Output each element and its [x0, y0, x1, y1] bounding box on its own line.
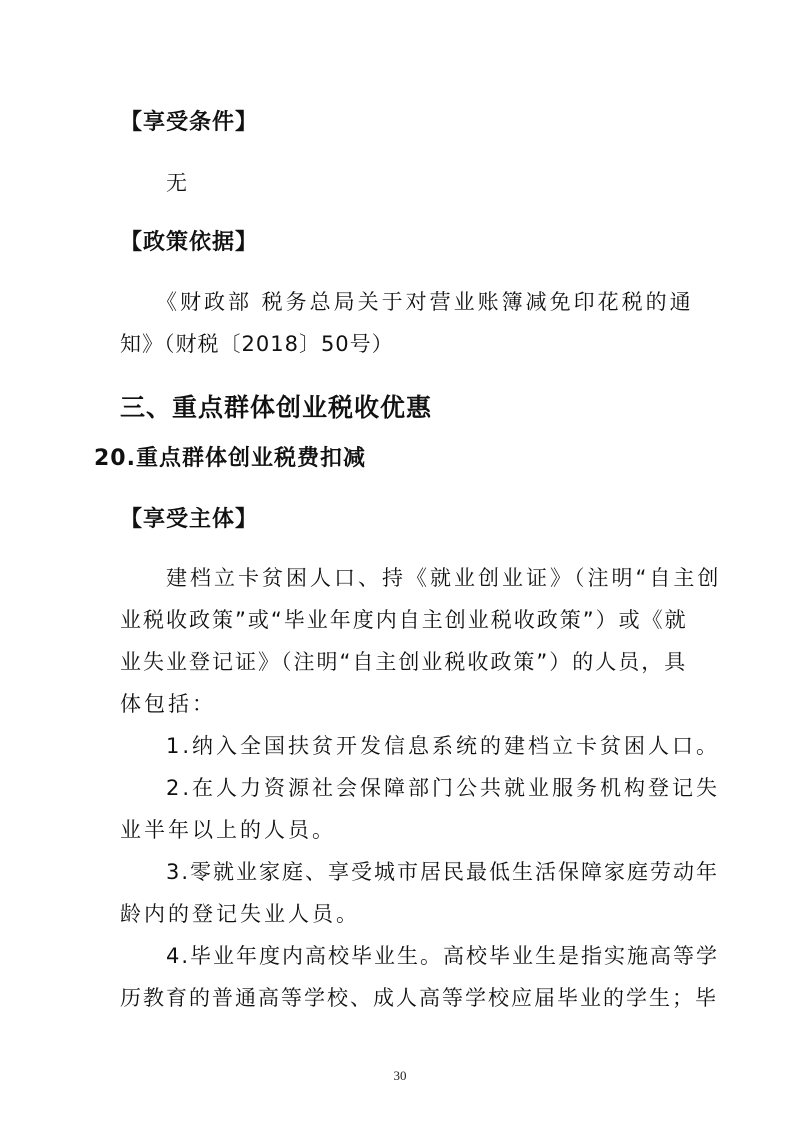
paragraph-list-item-1: 1.纳入全国扶贫开发信息系统的建档立卡贫困人口。 [166, 734, 721, 758]
paragraph-basis-line-1: 《财政部 税务总局关于对营业账簿减免印花税的通 [156, 290, 694, 314]
item-title-20: 20.重点群体创业税费扣减 [94, 446, 366, 471]
heading-policy-basis: 【政策依据】 [120, 230, 259, 255]
page-number: 30 [393, 1068, 407, 1083]
paragraph-subject-line-3: 业失业登记证》（注明“自主创业税收政策”）的人员，具 [120, 650, 688, 674]
paragraph-list-item-3-line-2: 龄内的登记失业人员。 [120, 902, 360, 926]
paragraph-list-item-3-line-1: 3.零就业家庭、享受城市居民最低生活保障家庭劳动年 [166, 860, 720, 884]
heading-enjoy-conditions: 【享受条件】 [120, 110, 259, 135]
paragraph-subject-line-2: 业税收政策”或“毕业年度内自主创业税收政策”）或《就 [120, 608, 688, 632]
paragraph-subject-line-1: 建档立卡贫困人口、持《就业创业证》（注明“自主创 [166, 566, 722, 590]
paragraph-subject-line-4: 体包括： [120, 692, 216, 716]
paragraph-basis-line-2: 知》（财税〔2018〕50号） [120, 332, 394, 356]
paragraph-list-item-4-line-2: 历教育的普通高等学校、成人高等学校应届毕业的学生；毕 [120, 986, 718, 1010]
heading-enjoy-subject: 【享受主体】 [120, 507, 259, 532]
paragraph-list-item-4-line-1: 4.毕业年度内高校毕业生。高校毕业生是指实施高等学 [166, 944, 720, 968]
section-title-3: 三、重点群体创业税收优惠 [120, 393, 433, 422]
paragraph-none: 无 [166, 171, 190, 195]
paragraph-list-item-2-line-1: 2.在人力资源社会保障部门公共就业服务机构登记失 [166, 776, 721, 800]
paragraph-list-item-2-line-2: 业半年以上的人员。 [120, 818, 336, 842]
